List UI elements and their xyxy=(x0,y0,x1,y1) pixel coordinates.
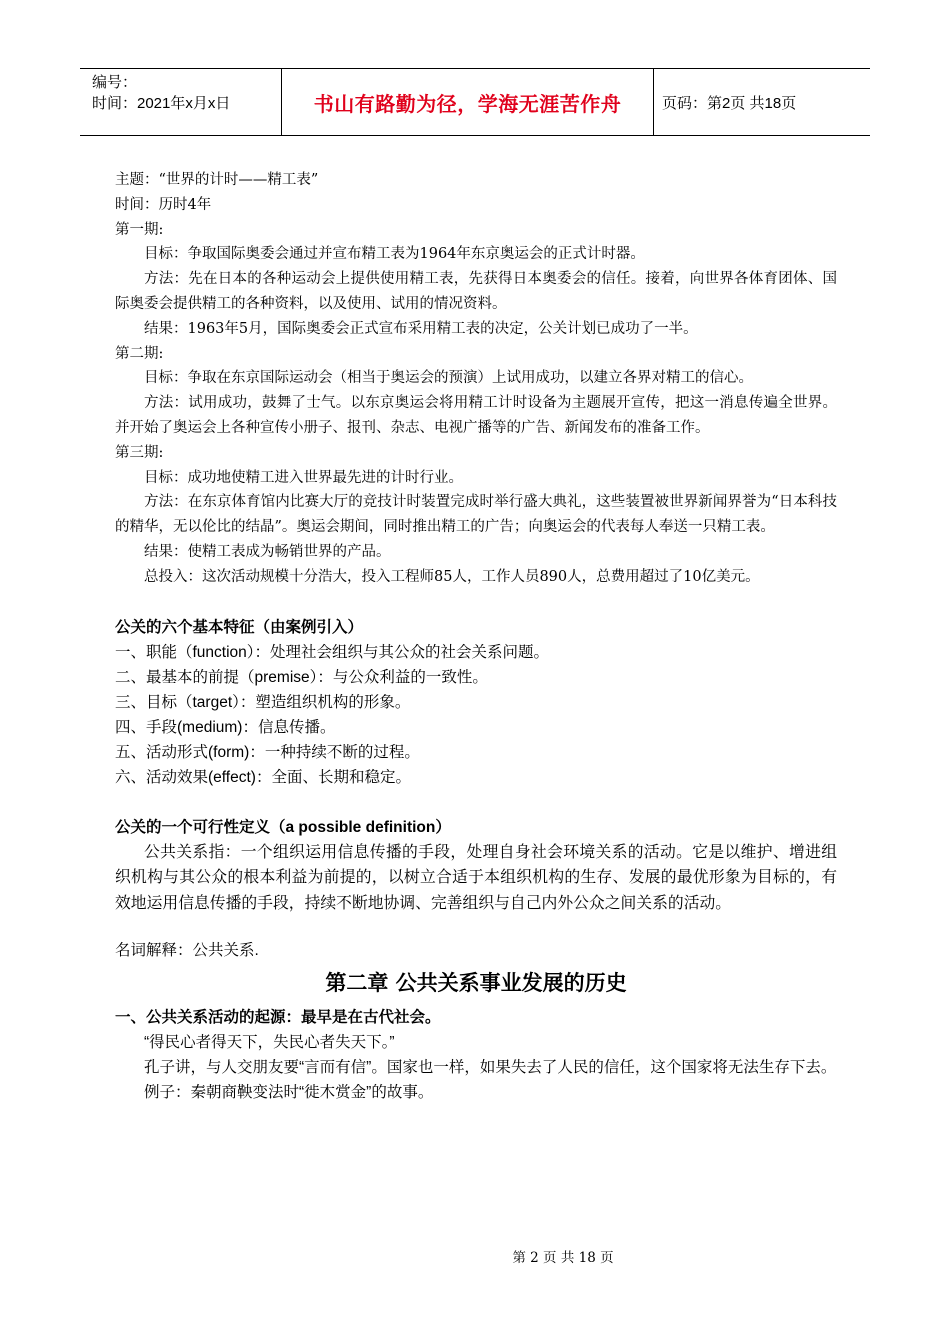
quote: “得民心者得天下，失民心者失天下。” xyxy=(144,1034,395,1052)
header-left-cell xyxy=(80,69,281,135)
spacer xyxy=(115,590,837,615)
phase2-method: 方法：试用成功，鼓舞了士气。以东京奥运会将用精工计时设备为主题展开宣传，把这一消息传遍全世界。并开始了奥运会上各种宣传小册子、报刊、杂志、电视广播等的广告、新闻发布的准备工作。 xyxy=(115,395,837,436)
phase3-heading: 第三期: xyxy=(115,444,164,461)
feature-item: 三、目标（target）：塑造组织机构的形象。 xyxy=(115,693,411,711)
time-label: 时间：2021年x月x日 xyxy=(92,95,231,112)
phase2-goal: 目标：争取在东京国际运动会（相当于奥运会的预演）上试用成功，以建立各界对精工的信心。 xyxy=(144,370,753,387)
phase3-goal: 目标：成功地使精工进入世界最先进的计时行业。 xyxy=(144,469,463,486)
number-label: 编号： xyxy=(92,74,138,91)
spacer xyxy=(115,790,837,815)
confucius-paragraph: 孔子讲，与人交朋友要“言而有信”。国家也一样，如果失去了人民的信任，这个国家将无法生存下去。 xyxy=(144,1059,837,1077)
phase3-result: 结果：使精工表成为畅销世界的产品。 xyxy=(144,543,391,560)
feature-item: 二、最基本的前提（premise）：与公众利益的一致性。 xyxy=(115,668,488,686)
feature-item: 一、职能（function）：处理社会组织与其公众的社会关系问题。 xyxy=(115,643,550,661)
chapter-title: 第二章 公共关系事业发展的历史 xyxy=(325,971,627,996)
document-body xyxy=(115,168,837,1105)
phase1-method: 方法：先在日本的各种运动会上提供使用精工表，先获得日本奥委会的信任。接着，向世界各体育团体、国际奥委会提供精工的各种资料，以及使用、试用的情况资料。 xyxy=(115,271,837,312)
phase1-goal: 目标：争取国际奥委会通过并宣布精工表为1964年东京奥运会的正式计时器。 xyxy=(144,246,645,263)
feature-item: 六、活动效果(effect)：全面、长期和稳定。 xyxy=(115,768,411,786)
header-page-info: 页码：第2页 共18页 xyxy=(662,94,797,112)
spacer xyxy=(115,916,837,938)
footer-page-number: 第 2 页 共 18 页 xyxy=(512,1250,614,1266)
total-investment: 总投入：这次活动规模十分浩大，投入工程师85人，工作人员890人，总费用超过了10亿美元。 xyxy=(144,568,760,585)
page-header xyxy=(80,68,870,136)
definition-title: 公关的一个可行性定义（a possible definition） xyxy=(115,818,451,836)
phase3-method: 方法：在东京体育馆内比赛大厅的竞技计时装置完成时举行盛大典礼，这些装置被世界新闻界誉为“日本科技的精华，无以伦比的结晶”。奥运会期间，同时推出精工的广告；向奥运会的代表每人奉送一只精工表。 xyxy=(115,494,837,536)
feature-item: 四、手段(medium)：信息传播。 xyxy=(115,718,336,736)
case-theme: 主题：“世界的计时——精工表” xyxy=(115,172,319,188)
example-paragraph: 例子：秦朝商鞅变法时“徙木赏金”的故事。 xyxy=(144,1084,434,1102)
features-title: 公关的六个基本特征（由案例引入） xyxy=(115,618,364,636)
page-footer xyxy=(0,1246,950,1266)
phase1-result: 结果：1963年5月，国际奥委会正式宣布采用精工表的决定，公关计划已成功了一半。 xyxy=(144,320,698,337)
phase2-heading: 第二期: xyxy=(115,345,164,362)
case-duration: 时间：历时4年 xyxy=(115,196,212,213)
term-explanation: 名词解释：公共关系. xyxy=(115,942,259,960)
section-heading: 一、公共关系活动的起源：最早是在古代社会。 xyxy=(115,1009,441,1027)
feature-item: 五、活动形式(form)：一种持续不断的过程。 xyxy=(115,743,420,761)
phase1-heading: 第一期: xyxy=(115,221,164,238)
motto: 书山有路勤为径，学海无涯苦作舟 xyxy=(281,69,654,135)
definition-body: 公共关系指：一个组织运用信息传播的手段，处理自身社会环境关系的活动。它是以维护、增进组织机构与其公众的根本利益为前提的，以树立合适于本组织机构的生存、发展的最优形象为目标的，有效地运用信息传播的手段，持续不断地协调、完善组织与自己内外公众之间关系的活动。 xyxy=(115,843,837,912)
